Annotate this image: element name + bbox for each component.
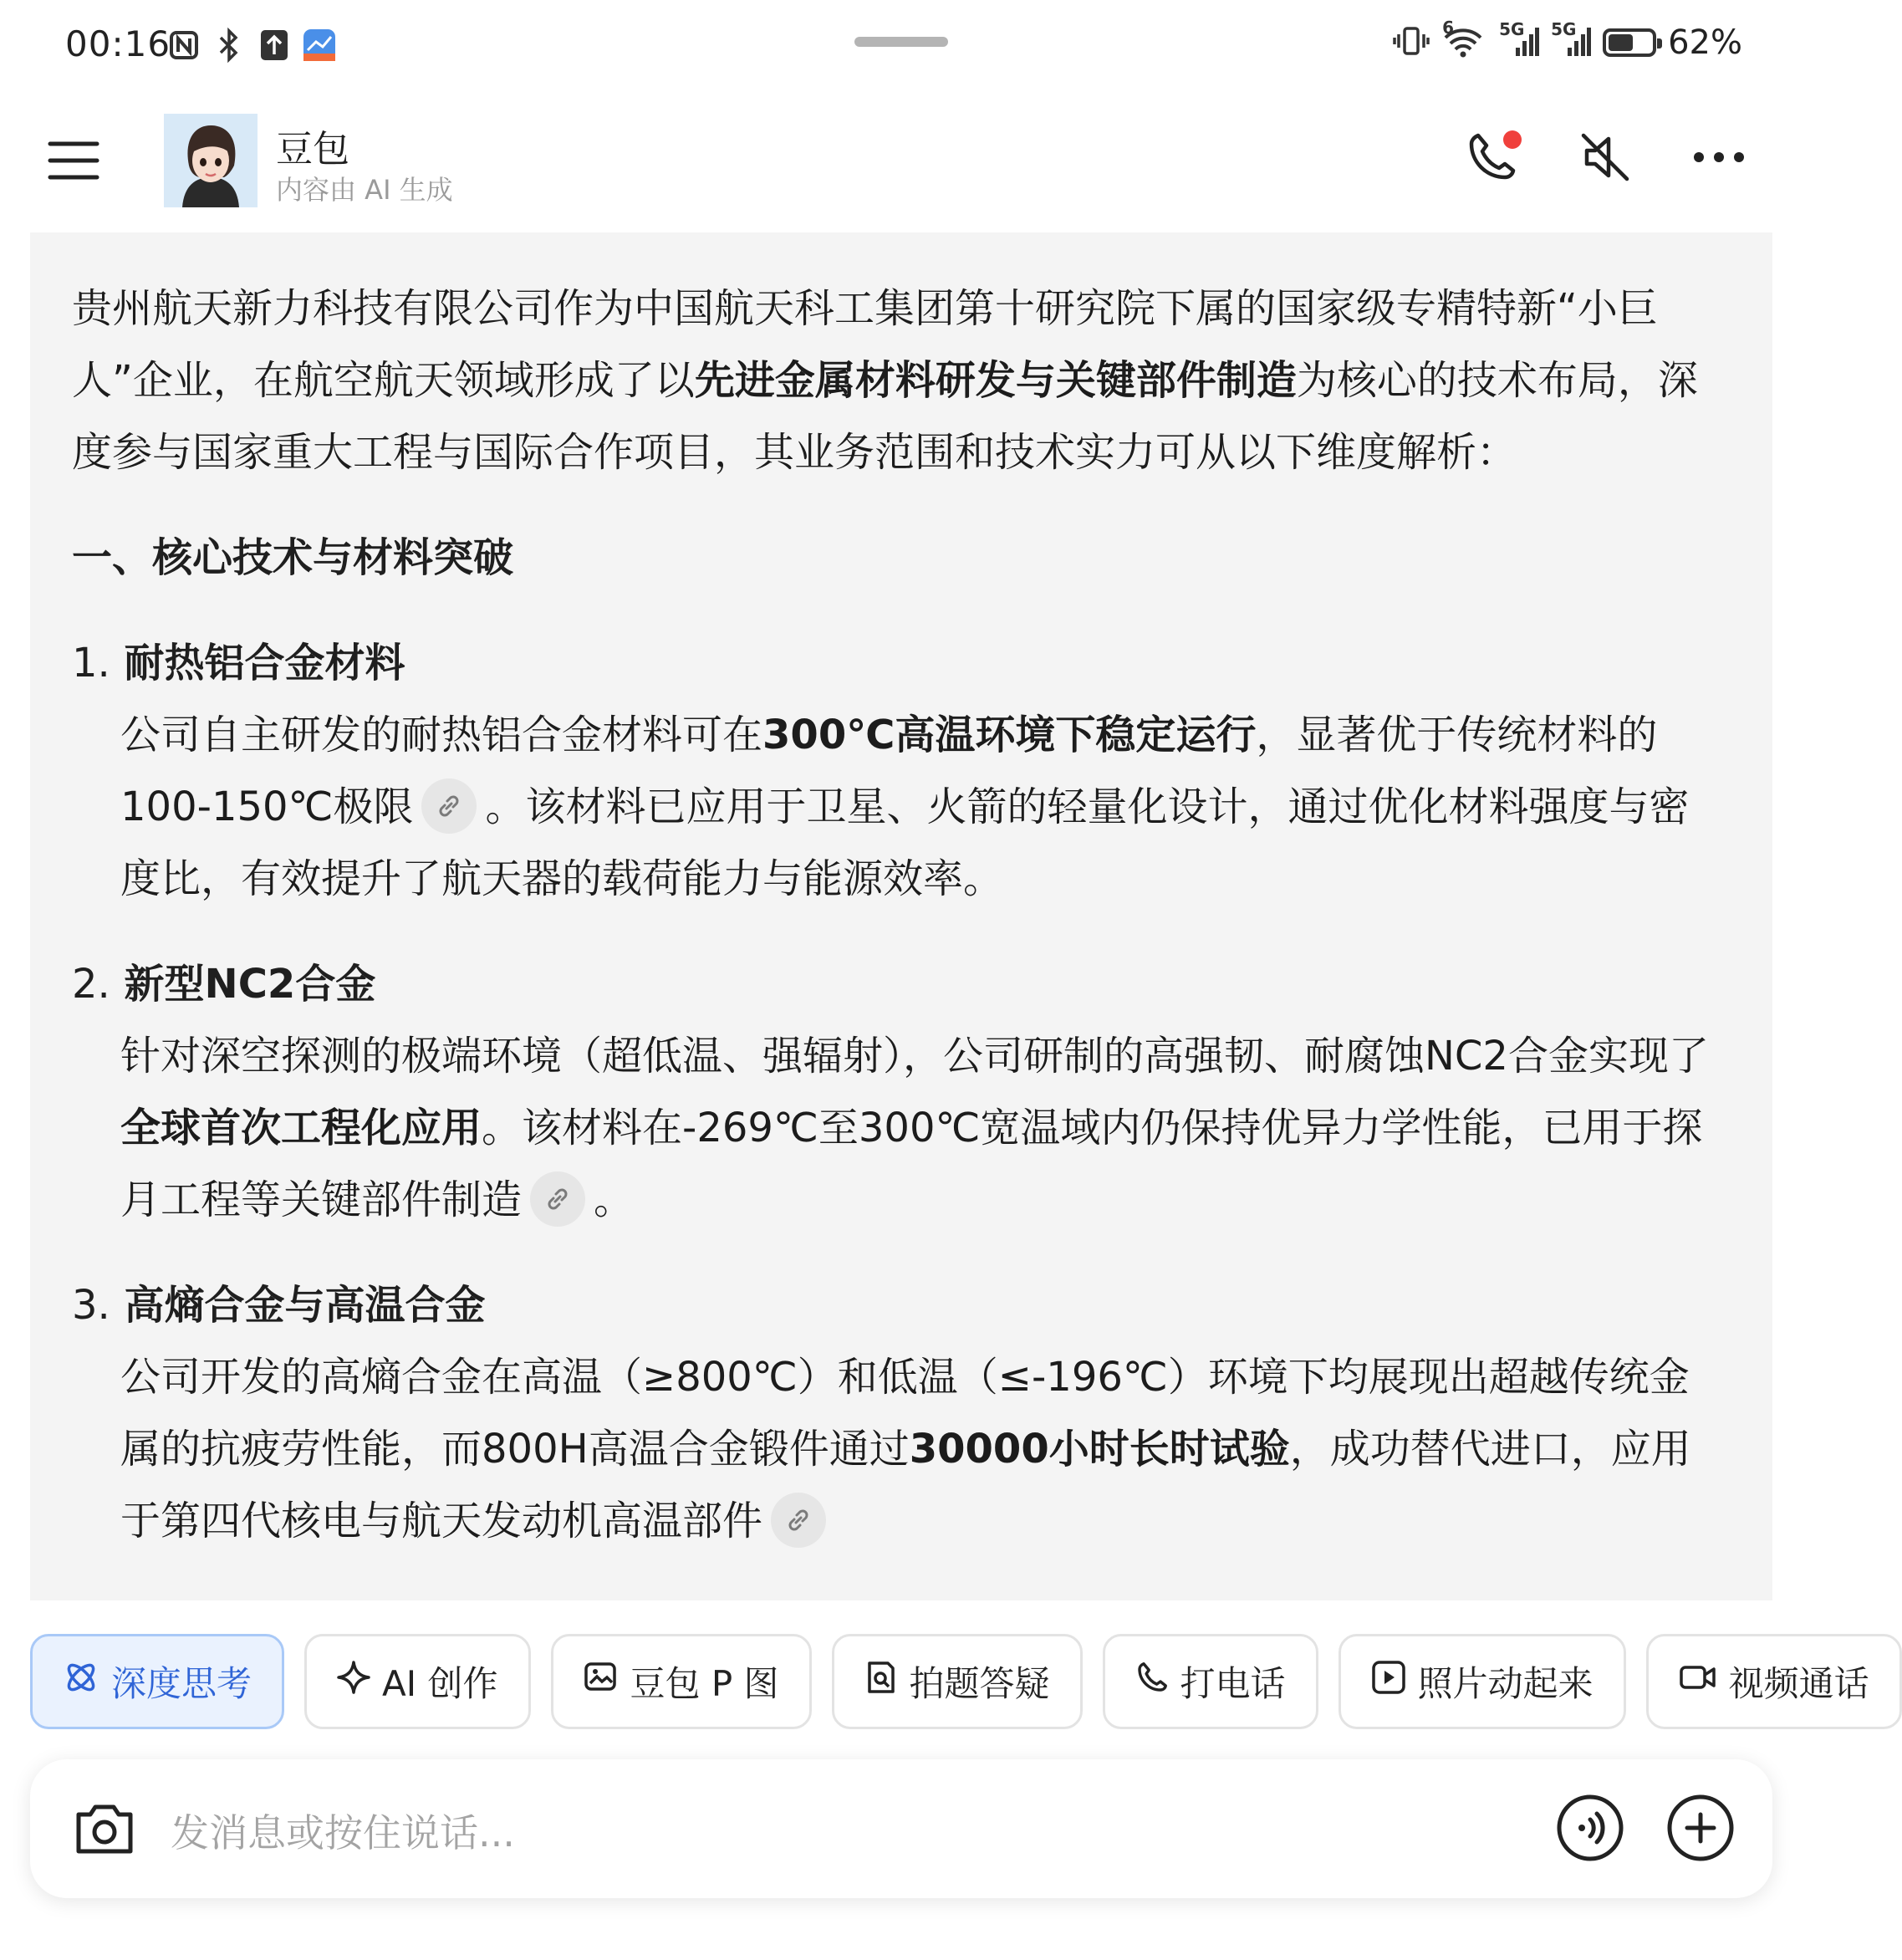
battery-percent: 62% xyxy=(1668,23,1742,62)
sparkle-icon xyxy=(337,1661,370,1702)
chip-phone-call[interactable]: 打电话 xyxy=(1103,1634,1318,1729)
section-heading: 一、核心技术与材料突破 xyxy=(72,534,514,581)
intro-highlight: 先进金属材料研发与关键部件制造 xyxy=(694,357,1297,404)
more-icon xyxy=(1692,149,1746,169)
status-left-icons xyxy=(167,28,336,62)
mute-button[interactable] xyxy=(1572,125,1639,192)
citation-link-icon[interactable] xyxy=(771,1493,826,1548)
chip-image-edit[interactable]: 豆包 P 图 xyxy=(551,1634,812,1729)
question-scan-icon xyxy=(864,1660,898,1703)
list-item: 3. 高熵合金与高温合金 公司开发的高熵合金在高温（≥800℃）和低温（≤-196℃）环境下均展现出超越传统金属的抗疲劳性能，而800H高温合金锻件通过30000小时长时试验，成功替代进口，应用于第四代核电与航天发动机高温部件 xyxy=(72,1269,1722,1557)
chat-header xyxy=(0,100,1803,226)
header-actions xyxy=(1458,125,1752,192)
status-time: 00:16 xyxy=(65,23,171,64)
intro-paragraph: 贵州航天新力科技有限公司作为中国航天科工集团第十研究院下属的国家级专精特新“小巨人”企业，在航空航天领域形成了以先进金属材料研发与关键部件制造为核心的技术布局，深度参与国家重大工程与国际合作项目，其业务范围和技术实力可从以下维度解析： xyxy=(72,285,1698,476)
upload-icon xyxy=(258,28,291,62)
signal-icon xyxy=(1551,19,1591,61)
message-input[interactable]: 发消息或按住说话... xyxy=(171,1810,515,1855)
drag-handle[interactable] xyxy=(854,37,948,47)
bluetooth-icon xyxy=(212,28,246,62)
chip-deep-think[interactable]: 深度思考 xyxy=(30,1634,284,1729)
list-item: 1. 耐热铝合金材料 公司自主研发的耐热铝合金材料可在300℃高温环境下稳定运行，显著优于传统材料的100-150℃极限 。该材料已应用于卫星、火箭的轻量化设计，通过优化材料强度与密度比，有效提升了航天器的载荷能力与能源效率。 xyxy=(72,640,1690,902)
phone-call-button[interactable] xyxy=(1458,125,1525,192)
status-right-icons xyxy=(1392,18,1742,62)
chip-animate-photo[interactable]: 照片动起来 xyxy=(1339,1634,1626,1729)
image-edit-icon xyxy=(584,1660,619,1703)
chip-video-call[interactable]: 视频通话 xyxy=(1646,1634,1902,1729)
chip-ai-create[interactable]: AI 创作 xyxy=(304,1634,530,1729)
wifi-icon xyxy=(1442,18,1487,61)
signal-label: 5G xyxy=(1551,19,1577,39)
item-title: 耐热铝合金材料 xyxy=(124,640,405,687)
nfc-icon xyxy=(167,28,201,62)
atom-icon xyxy=(63,1659,99,1704)
assistant-message xyxy=(30,232,1772,1600)
wifi-label: 6 xyxy=(1442,18,1455,38)
signal-icon xyxy=(1499,19,1539,61)
item-title: 高熵合金与高温合金 xyxy=(124,1282,486,1329)
chip-question-scan[interactable]: 拍题答疑 xyxy=(832,1634,1083,1729)
app-notification-icon xyxy=(303,28,336,62)
more-button[interactable] xyxy=(1685,125,1752,192)
plus-icon[interactable] xyxy=(1665,1793,1736,1863)
item-highlight: 300℃高温环境下稳定运行 xyxy=(762,712,1257,758)
citation-link-icon[interactable] xyxy=(530,1171,585,1227)
video-icon xyxy=(1679,1661,1717,1702)
battery-icon xyxy=(1603,28,1656,57)
voice-icon[interactable] xyxy=(1555,1793,1625,1863)
mute-icon xyxy=(1578,130,1632,187)
citation-link-icon[interactable] xyxy=(421,778,477,834)
assistant-name: 豆包 xyxy=(276,128,349,171)
play-icon xyxy=(1371,1660,1406,1703)
camera-icon[interactable] xyxy=(70,1794,139,1863)
status-bar xyxy=(0,0,1803,92)
item-highlight: 全球首次工程化应用 xyxy=(120,1105,482,1151)
menu-icon[interactable] xyxy=(47,137,100,184)
vibrate-icon xyxy=(1392,24,1430,61)
signal-label: 5G xyxy=(1499,19,1525,39)
message-input-bar xyxy=(30,1759,1772,1898)
notification-dot xyxy=(1503,130,1522,149)
phone-icon xyxy=(1135,1661,1169,1702)
quick-action-chips xyxy=(30,1634,1902,1729)
assistant-subtitle: 内容由 AI 生成 xyxy=(276,174,453,206)
avatar[interactable] xyxy=(164,114,258,207)
item-highlight: 30000小时长时试验 xyxy=(909,1426,1290,1473)
item-title: 新型NC2合金 xyxy=(124,961,376,1008)
list-item: 2. 新型NC2合金 针对深空探测的极端环境（超低温、强辐射），公司研制的高强韧、耐腐蚀NC2合金实现了全球首次工程化应用。该材料在-269℃至300℃宽温域内仍保持优异力学性能，已用于探月工程等关键部件制造 。 xyxy=(72,948,1722,1236)
